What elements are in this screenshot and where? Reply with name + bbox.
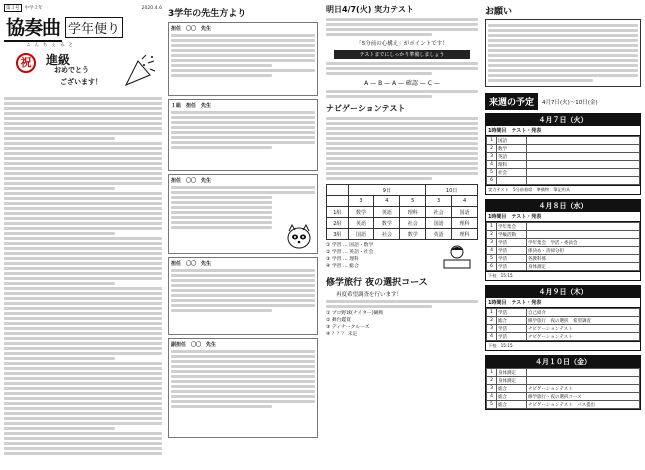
day-title: ４月８日（水）	[486, 200, 640, 212]
teacher-name: １組 担任 先生	[171, 103, 212, 109]
celebrate-line1: おめでとう	[54, 66, 89, 74]
day-footer: 実力テスト 5分前着席 準備物：筆記用具	[486, 185, 640, 194]
day-subtitle: 1時間目 テスト・発表	[486, 212, 640, 222]
issue-number: 第３号	[6, 6, 20, 11]
teacher-box	[168, 22, 318, 96]
day-subtitle: 1時間目 テスト・発表	[486, 298, 640, 308]
column-2	[168, 4, 318, 466]
issue-date: 2020.4.6	[141, 5, 162, 11]
schedule-legend: ① 学習 … 国語・数学 ② 学習 … 英語・社会 ③ 学習 … 理科 ④ 学習 … 総合	[326, 243, 374, 269]
logo-ruby: こんちぇると	[26, 43, 77, 48]
logo-row	[4, 13, 162, 42]
raccoon-illustration-icon	[285, 223, 313, 249]
next-week-header	[485, 93, 641, 110]
teachers-title: 3学年の先生方より	[168, 9, 247, 19]
request-title: お願い	[485, 7, 513, 17]
nav-test-title: ナビゲーションテスト	[326, 104, 406, 113]
study-illustration-icon	[440, 242, 474, 272]
teacher-box	[168, 174, 318, 254]
next-week-range: 4月7日(火)〜10日(金)	[542, 99, 598, 106]
teacher-name: 副担任 〇〇 先生	[171, 342, 217, 348]
newsletter-logo: 協奏曲	[4, 13, 62, 42]
teacher-box	[168, 257, 318, 335]
test-title: 明日4/7(火) 実力テスト	[326, 5, 414, 14]
test-keyword: 「5分前の心構え」がポイントです！	[356, 41, 448, 47]
teacher-name: 担任 〇〇 先生	[171, 26, 212, 32]
day-footer: 下校 15:15	[486, 271, 640, 280]
day-schedule: ４月１０日（金） 1 身体測定 2 身体測定 3 総合 ナビゲーションテスト 4 総合 修学旅行・夜の選択コース 5 総合 ナビゲーションテスト パス提出	[485, 355, 641, 410]
celebration-badge: 祝	[16, 53, 36, 73]
test-keyword-banner: テストまでにしっかり準備しましょう	[334, 50, 470, 59]
teacher-name: 担任 〇〇 先生	[171, 261, 212, 267]
school-name: 中学３年	[24, 5, 43, 11]
celebrate-line2: ございます！	[60, 78, 102, 86]
trip-options: ① プロ野球(ナイター)観戦 ② 舞台鑑賞 ③ ディナークルーズ ④ ？？？ 未定	[326, 311, 384, 337]
celebrate-banner	[4, 51, 162, 95]
day-footer: 下校 15:15	[486, 341, 640, 350]
day-schedule: ４月８日（水） 1時間目 テスト・発表 1 学年集会 2 学級活動 3 学活 学年集会 学活・委員会 4 学活 係決め・清掃分担 5 学活 各教科係 6 学活 身体測定 下校 15:15	[485, 199, 641, 281]
celebrate-title: 進級	[46, 53, 71, 67]
masthead	[4, 4, 162, 12]
column-1	[4, 4, 162, 466]
party-popper-icon	[120, 53, 156, 89]
day-schedule: ４月７日（火） 1時間目 テスト・発表 1 国語 2 数学 3 英語 4 理科 5 社会 6 実力テスト 5分前着席 準備物：筆記用具	[485, 113, 641, 195]
column-4	[485, 4, 641, 466]
trip-subtitle: 再度希望調査を行います！	[336, 292, 403, 298]
day-title: ４月１０日（金）	[486, 356, 640, 368]
body-text	[4, 97, 162, 455]
teacher-box	[168, 99, 318, 171]
newsletter-logo-sub: 学年便り	[65, 17, 123, 38]
day-subtitle: 1時間目 テスト・発表	[486, 126, 640, 136]
day-title: ４月９日（木）	[486, 286, 640, 298]
test-schedule-table: 9日 10日 3 4 5 3 4 1組 数学 英語 理科 社会 国語 2組 英語 数学 社会 国語 理科 3組 国語 社会 数学 英語 理科	[326, 184, 478, 240]
day-schedule: ４月９日（木） 1時間目 テスト・発表 1 学活 自己紹介 2 総合 修学旅行 夜の選択 希望調査 3 学活 ナビゲーションテスト 4 学活 ナビゲーションテスト 下校 15:15	[485, 285, 641, 351]
test-formula: A — B — A — 確認 — C —	[364, 80, 440, 87]
day-title: ４月７日（火）	[486, 114, 640, 126]
teacher-box	[168, 338, 318, 438]
request-box	[485, 19, 641, 87]
column-3	[326, 4, 478, 466]
trip-title: 修学旅行 夜の選択コース	[326, 278, 428, 288]
teacher-name: 担任 〇〇 先生	[171, 178, 212, 184]
next-week-title: 来週の予定	[485, 93, 538, 110]
